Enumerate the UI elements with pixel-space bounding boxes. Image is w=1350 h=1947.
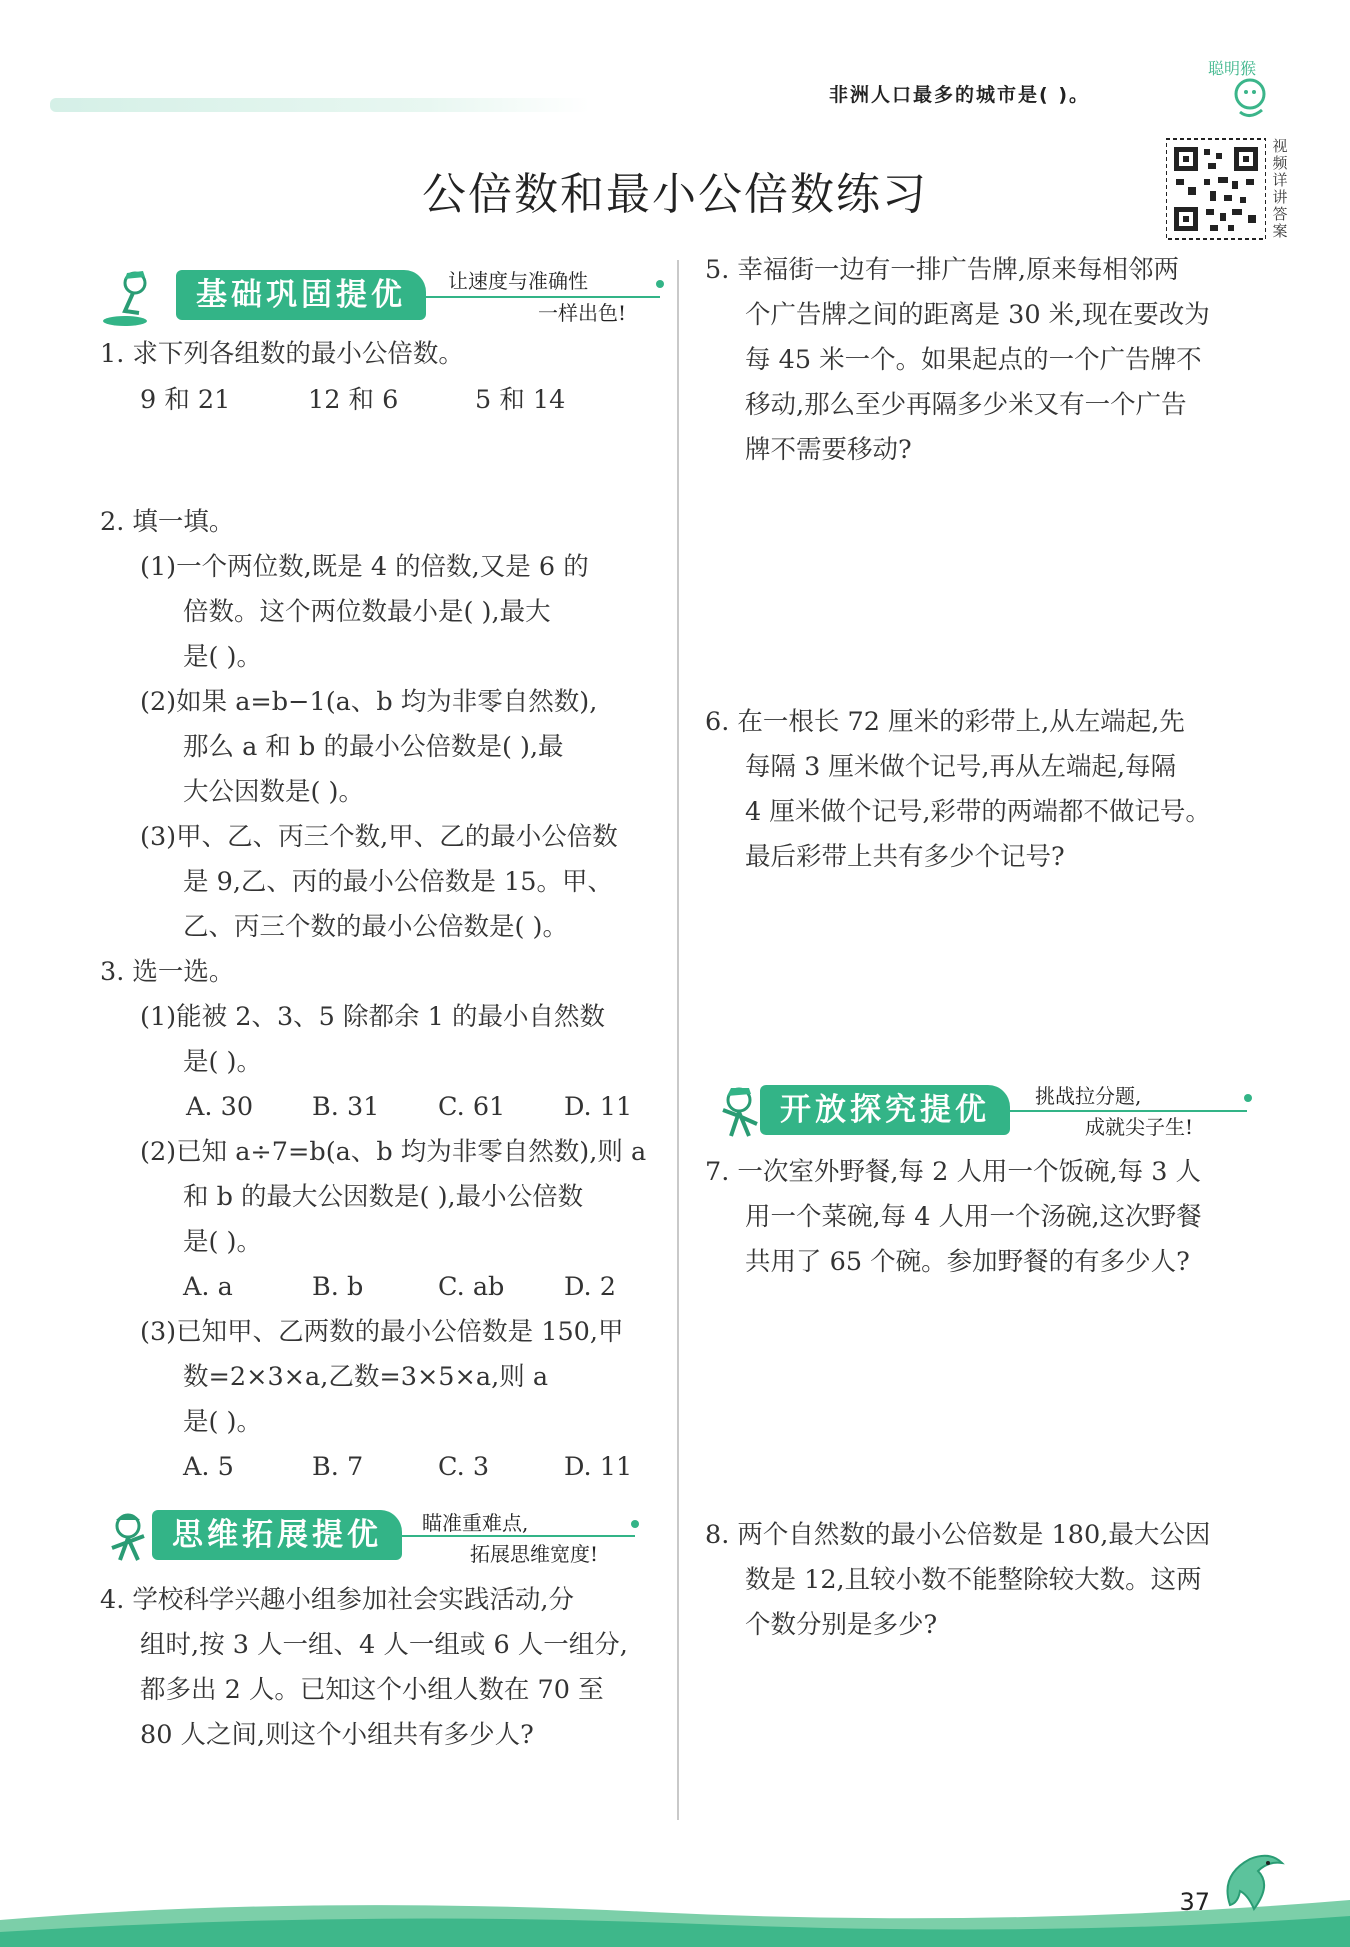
q5-line1: 5. 幸福街一边有一排广告牌,原来每相邻两 [705,255,1180,285]
section-thinking-label: 思维拓展提优 [152,1510,402,1560]
q3-p1-line2: 是( )。 [183,1047,263,1077]
page-number: 37 [1179,1888,1210,1916]
skater-mascot-icon [95,265,165,335]
q7-line3: 共用了 65 个碗。参加野餐的有多少人? [745,1247,1190,1277]
q5-line2: 个广告牌之间的距离是 30 米,现在要改为 [745,300,1210,330]
q3-p3-opt-d[interactable]: D. 11 [564,1452,633,1482]
q6-line3: 4 厘米做个记号,彩带的两端都不做记号。 [745,797,1211,827]
q3-p3-line3: 是( )。 [183,1407,263,1437]
q2-p2-line3: 大公因数是( )。 [183,777,365,807]
q2-p1-line3: 是( )。 [183,642,263,672]
q3-p1-opt-c[interactable]: C. 61 [438,1092,506,1122]
qr-label: 视频详讲答案 [1272,137,1288,240]
section-basic-dot [656,280,664,288]
q3-p3-opt-a[interactable]: A. 5 [183,1452,234,1482]
q8-line2: 数是 12,且较小数不能整除较大数。这两 [745,1565,1202,1595]
q4-line1: 4. 学校科学兴趣小组参加社会实践活动,分 [100,1585,575,1615]
q3-p2-opt-d[interactable]: D. 2 [564,1272,616,1302]
q3-p2-line2: 和 b 的最大公因数是( ),最小公倍数 [183,1182,584,1212]
header-question: 非洲人口最多的城市是( )。 [829,84,1090,106]
q7-line2: 用一个菜碗,每 4 人用一个汤碗,这次野餐 [745,1202,1202,1232]
q8-line1: 8. 两个自然数的最小公倍数是 180,最大公因 [705,1520,1211,1550]
q3-p2-opt-c[interactable]: C. ab [438,1272,505,1302]
q2-p2-line2: 那么 a 和 b 的最小公倍数是( ),最 [183,732,564,762]
section-basic-slogan-2: 一样出色! [538,301,627,325]
dolphin-icon [1210,1845,1290,1925]
q5-line5: 牌不需要移动? [745,435,912,465]
section-thinking-slogan-1: 瞄准重难点, [422,1511,529,1535]
q4-line4: 80 人之间,则这个小组共有多少人? [140,1720,534,1750]
q3-p3-line2: 数=2×3×a,乙数=3×5×a,则 a [183,1362,549,1392]
q2-p1-line1: (1)一个两位数,既是 4 的倍数,又是 6 的 [140,552,589,582]
q3-p3-opt-b[interactable]: B. 7 [312,1452,364,1482]
q2-stem: 2. 填一填。 [100,507,235,537]
column-divider [677,260,679,1820]
bottom-wave-decor [0,1890,1350,1947]
section-open-dot [1244,1094,1252,1102]
q3-p1-opt-b[interactable]: B. 31 [312,1092,380,1122]
q4-line2: 组时,按 3 人一组、4 人一组或 6 人一组分, [140,1630,628,1660]
section-thinking-slogan-2: 拓展思维宽度! [470,1542,599,1566]
q2-p3-line3: 乙、丙三个数的最小公倍数是( )。 [183,912,569,942]
brand-text: 聪明猴 [1208,59,1257,78]
q3-stem: 3. 选一选。 [100,957,235,987]
section-open-label: 开放探究提优 [760,1085,1010,1135]
page-title: 公倍数和最小公倍数练习 [422,169,928,220]
q3-p2-opt-b[interactable]: B. b [312,1272,364,1302]
q1-stem: 1. 求下列各组数的最小公倍数。 [100,339,464,369]
q4-line3: 都多出 2 人。已知这个小组人数在 70 至 [140,1675,604,1705]
q1-pair-2: 12 和 6 [308,385,399,415]
section-basic-label: 基础巩固提优 [176,270,426,320]
q3-p3-opt-c[interactable]: C. 3 [438,1452,490,1482]
q5-line3: 每 45 米一个。如果起点的一个广告牌不 [745,345,1202,375]
q7-line1: 7. 一次室外野餐,每 2 人用一个饭碗,每 3 人 [705,1157,1202,1187]
q6-line2: 每隔 3 厘米做个记号,再从左端起,每隔 [745,752,1177,782]
section-thinking-dot [631,1520,639,1528]
q1-pair-3: 5 和 14 [475,385,566,415]
q2-p1-line2: 倍数。这个两位数最小是( ),最大 [183,597,551,627]
q2-p2-line1: (2)如果 a=b−1(a、b 均为非零自然数), [140,687,598,717]
q3-p2-line1: (2)已知 a÷7=b(a、b 均为非零自然数),则 a [140,1137,647,1167]
q3-p2-opt-a[interactable]: A. a [183,1272,233,1302]
section-open-slogan-1: 挑战拉分题, [1035,1084,1142,1108]
section-open-slogan-2: 成就尖子生! [1085,1115,1194,1139]
q3-p1-opt-d[interactable]: D. 11 [564,1092,633,1122]
q5-line4: 移动,那么至少再隔多少米又有一个广告 [745,390,1187,420]
q3-p3-line1: (3)已知甲、乙两数的最小公倍数是 150,甲 [140,1317,624,1347]
monkey-mascot-icon [1202,54,1272,124]
q3-p1-line1: (1)能被 2、3、5 除都余 1 的最小自然数 [140,1002,605,1032]
q3-p1-opt-a[interactable]: A. 30 [186,1092,254,1122]
top-decor-band [50,98,590,112]
q1-pair-1: 9 和 21 [140,385,231,415]
q3-p2-line3: 是( )。 [183,1227,263,1257]
q6-line4: 最后彩带上共有多少个记号? [745,842,1065,872]
q6-line1: 6. 在一根长 72 厘米的彩带上,从左端起,先 [705,707,1185,737]
q8-line3: 个数分别是多少? [745,1610,938,1640]
q2-p3-line2: 是 9,乙、丙的最小公倍数是 15。甲、 [183,867,613,897]
q2-p3-line1: (3)甲、乙、丙三个数,甲、乙的最小公倍数 [140,822,618,852]
section-basic-slogan-1: 让速度与准确性 [448,269,588,293]
